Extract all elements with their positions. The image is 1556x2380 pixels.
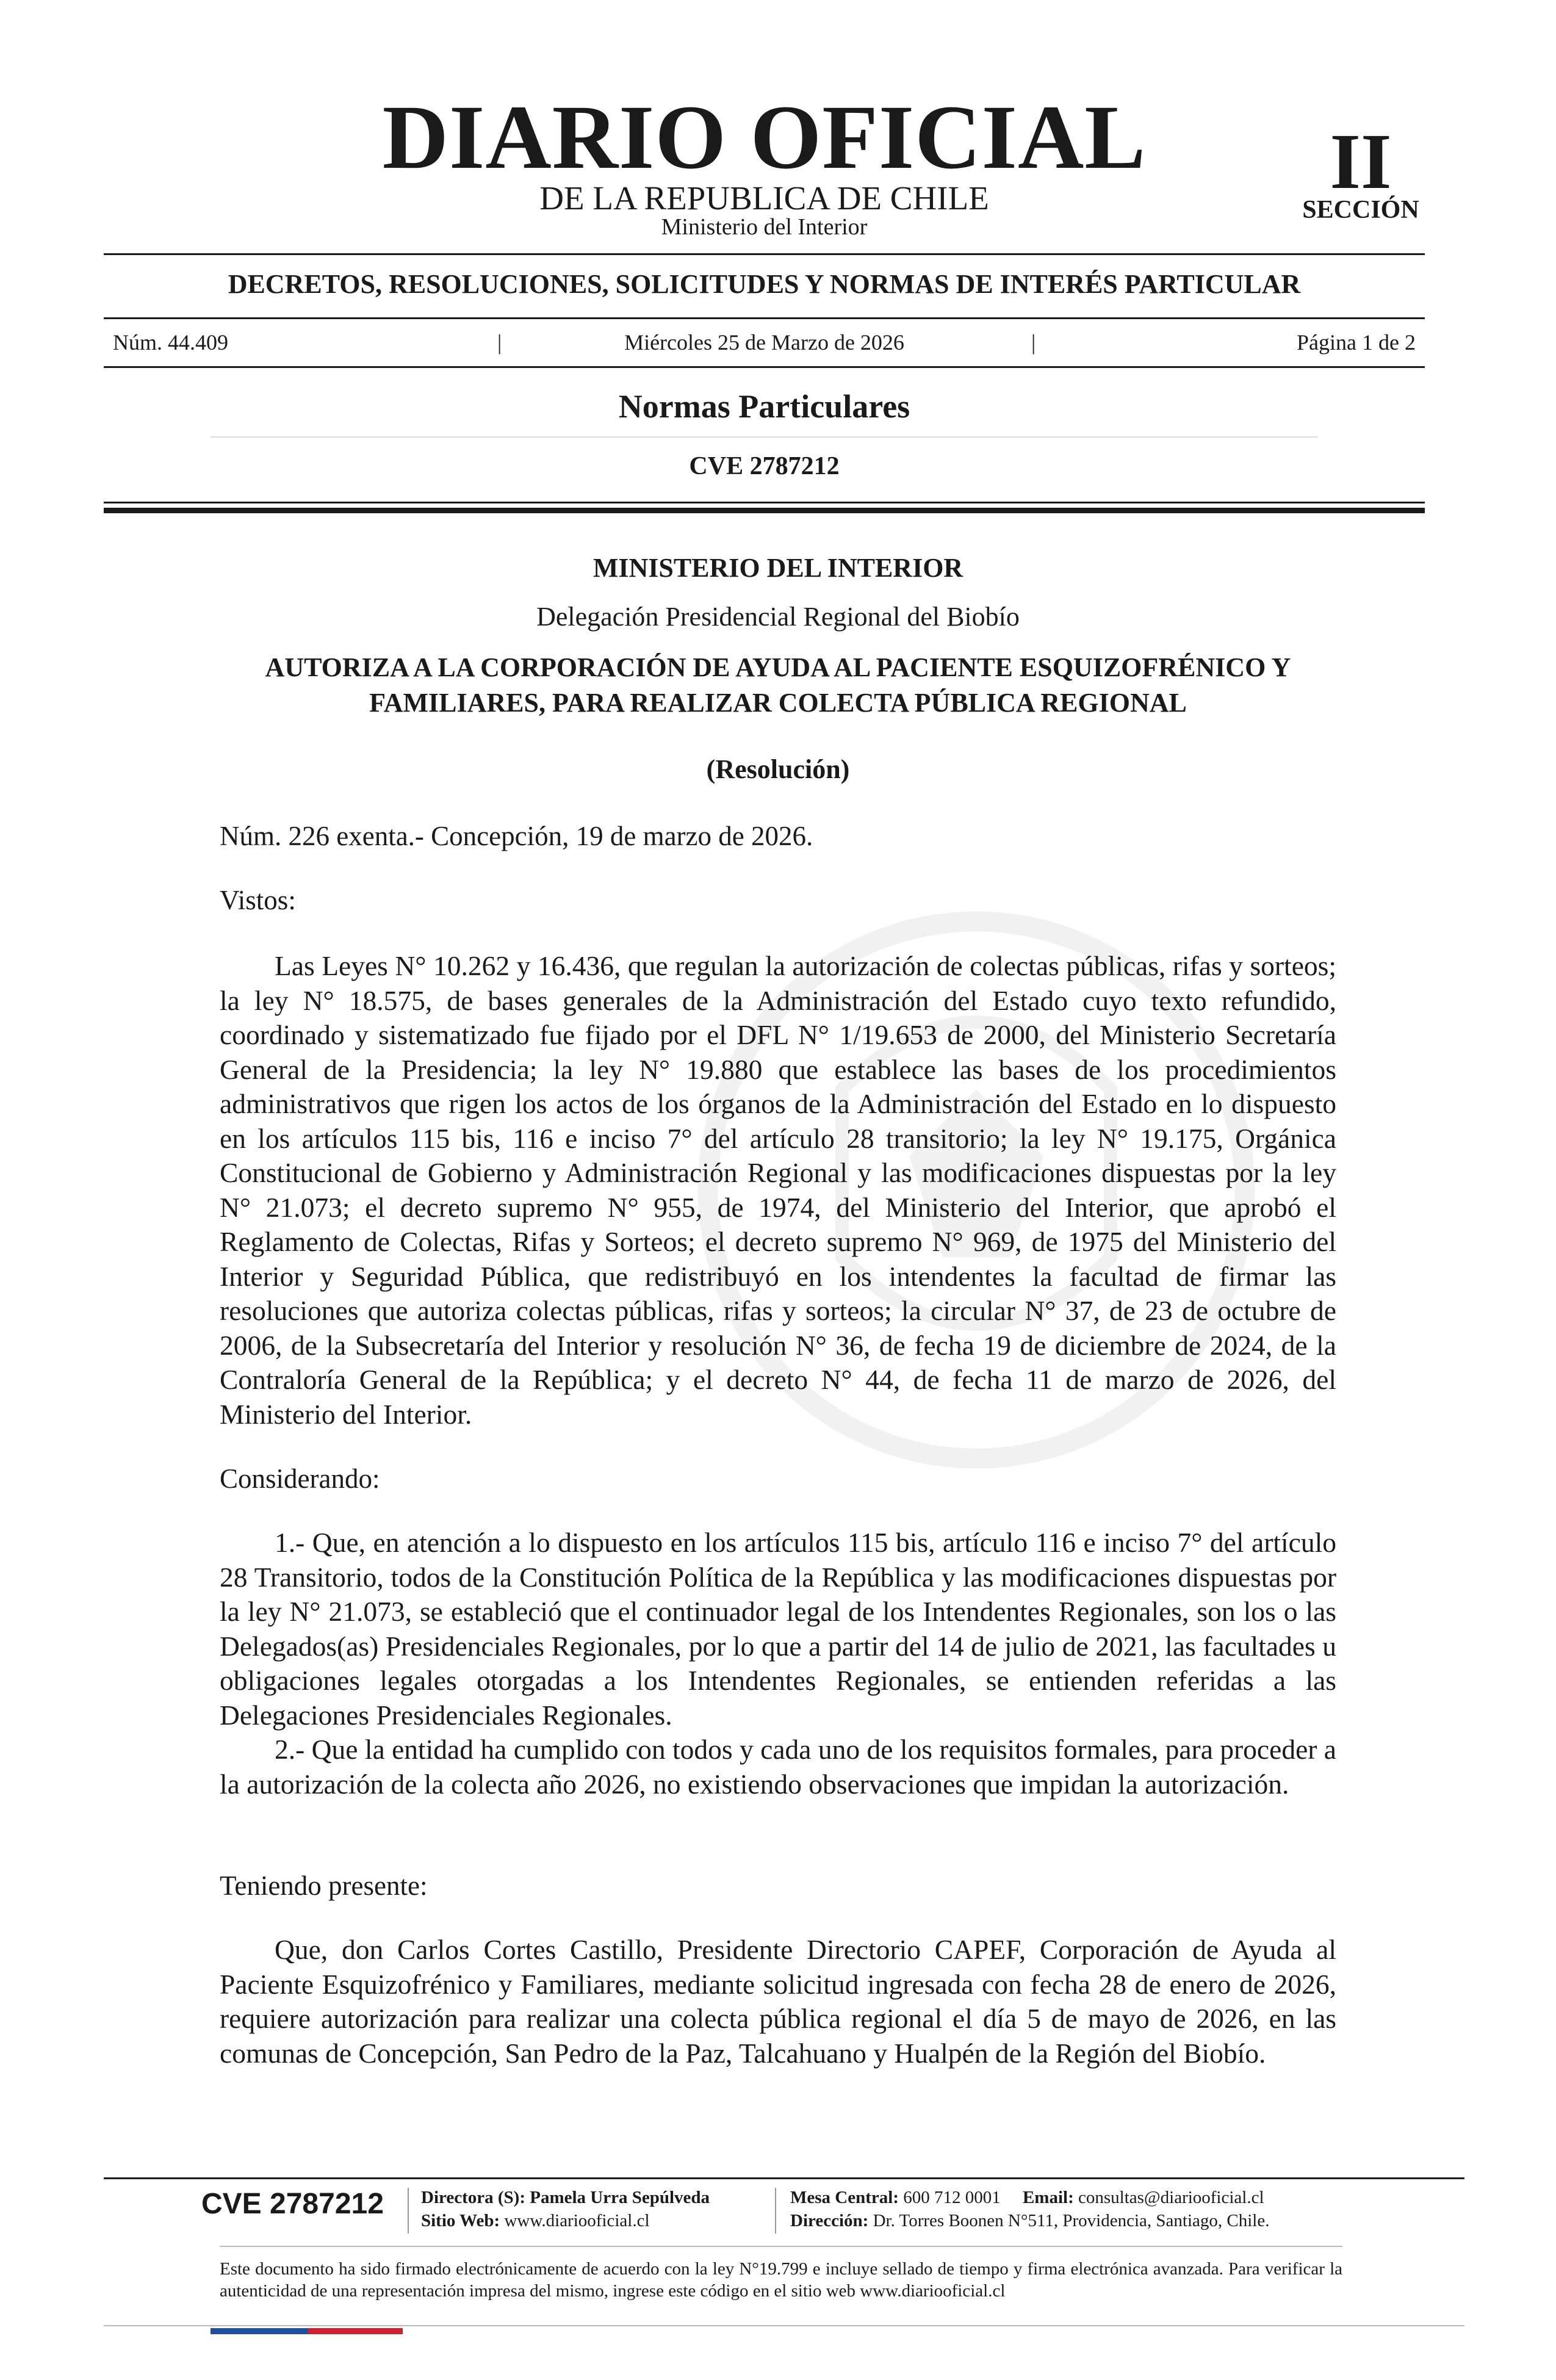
document-type: (Resolución) [706, 754, 850, 784]
director-label: Directora (S): [421, 2188, 525, 2207]
document-title-line-2: FAMILIARES, PARA REALIZAR COLECTA PÚBLICA REGIONAL [369, 688, 1187, 718]
cve-divider-thin [104, 502, 1425, 503]
page-indicator: Página 1 de 2 [1297, 330, 1416, 355]
category-heading: DECRETOS, RESOLUCIONES, SOLICITUDES Y NORMAS DE INTERÉS PARTICULAR [228, 269, 1301, 299]
considerando-paragraphs [220, 1526, 1336, 1801]
address-text: Dr. Torres Boonen N°511, Providencia, Santiago, Chile. [873, 2211, 1270, 2230]
considerando-item-1: 1.- Que, en atención a lo dispuesto en los artículos 115 bis, artículo 116 e inciso 7° del artículo 28 Transitorio, todos de la Constitución Política de la República y las modificaciones dispuestas por la ley N° 21.073, se estableció que el continuador legal de los Intendentes Regionales, son los o las Delegados(as) Presidenciales Regionales, por lo que a partir del 14 de julio de 2021, las facultades u obligaciones legales otorgadas a los Intendentes Regionales, se entienden referidas a las Delegaciones Presidenciales Regionales. [220, 1527, 1336, 1731]
issue-number: Núm. 44.409 [113, 330, 228, 355]
cve-divider-thick [104, 508, 1425, 513]
footer-divider-mid [220, 2246, 1342, 2247]
flag-stripe-blue [211, 2328, 308, 2334]
document-ministry: MINISTERIO DEL INTERIOR [593, 553, 963, 583]
masthead [104, 85, 1425, 244]
header-divider-mid [104, 317, 1425, 319]
address-label: Dirección: [790, 2211, 869, 2230]
footer-divider-top [104, 2177, 1464, 2179]
footer-divider-bottom [104, 2325, 1464, 2326]
teniendo-heading: Teniendo presente: [220, 1870, 428, 1901]
section-title: Normas Particulares [618, 388, 910, 425]
phone-label: Mesa Central: [790, 2188, 899, 2207]
considerando-heading: Considerando: [220, 1463, 380, 1494]
footer-vertical-divider [775, 2188, 776, 2234]
teniendo-text: Que, don Carlos Cortes Castillo, Presidente Directorio CAPEF, Corporación de Ayuda al Paciente Esquizofrénico y Familiares, mediante solicitud ingresada con fecha 28 de enero de 2026, requiere autorización para realizar una colecta pública regional el día 5 de mayo de 2026, en las comunas de Concepción, San Pedro de la Paz, Talcahuano y Hualpén de la Región del Biobío. [220, 1934, 1336, 2069]
teniendo-paragraph [220, 1933, 1336, 2071]
footer-vertical-divider [408, 2188, 409, 2234]
resolution-number: Núm. 226 exenta.- Concepción, 19 de marzo de 2026. [220, 821, 813, 851]
issue-date: Miércoles 25 de Marzo de 2026 [624, 330, 904, 355]
newspaper-subtitle: DE LA REPUBLICA DE CHILE [539, 179, 989, 217]
email-label: Email: [1022, 2188, 1074, 2207]
issue-info-bar [113, 330, 1416, 360]
newspaper-title: DIARIO OFICIAL [382, 87, 1147, 188]
header-divider-bottom [104, 366, 1425, 368]
cve-code: CVE 2787212 [689, 452, 840, 480]
vistos-text: Las Leyes N° 10.262 y 16.436, que regulan la autorización de colectas públicas, rifas y sorteos; la ley N° 18.575, de bases generales de la Administración del Estado cuyo texto refundido, coordinado y sistematizado fue fijado por el DFL N° 1/19.653 de 2000, del Ministerio Secretaría General de la Presidencia; la ley N° 19.880 que establece las bases de los procedimientos administrativos que rigen los actos de los órganos de la Administración del Estado en lo dispuesto en los artículos 115 bis, 116 e inciso 7° del artículo 28 transitorio; la ley N° 19.175, Orgánica Constitucional de Gobierno y Administración Regional y las modificaciones dispuestas por la ley N° 21.073; el decreto supremo N° 955, de 1974, del Ministerio del Interior, que aprobó el Reglamento de Colectas, Rifas y Sorteos; el decreto supremo N° 969, de 1975 del Ministerio del Interior y Seguridad Pública, que redistribuyó en los intendentes la facultad de firmar las resoluciones que autoriza colectas públicas, rifas y sorteos; la circular N° 37, de 23 de octubre de 2006, de la Subsecretaría del Interior y resolución N° 36, de fecha 19 de diciembre de 2024, de la Contraloría General de la República; y el decreto N° 44, de fecha 11 de marzo de 2026, del Ministerio del Interior. [220, 950, 1336, 1430]
section-title-underline [211, 436, 1318, 438]
footer-verification-note: Este documento ha sido firmado electrónicamente de acuerdo con la ley N°19.799 e incluye sellado de tiempo y firma electrónica avanzada. Para verificar la autenticidad de una representación impresa del mismo, ingrese este código en el sitio web www.diariooficial.cl [220, 2259, 1342, 2301]
director-name: Pamela Urra Sepúlveda [530, 2188, 710, 2207]
considerando-item-2: 2.- Que la entidad ha cumplido con todos y cada uno de los requisitos formales, para proceder a la autorización de la colecta año 2026, no existiendo observaciones que impidan la autorización. [220, 1734, 1336, 1800]
ministry-line: Ministerio del Interior [661, 214, 868, 240]
flag-stripe-red [308, 2328, 403, 2334]
vistos-paragraph [220, 949, 1336, 1432]
website-label: Sitio Web: [421, 2211, 500, 2230]
website-link[interactable]: www.diariooficial.cl [504, 2211, 650, 2230]
document-title-line-1: AUTORIZA A LA CORPORACIÓN DE AYUDA AL PACIENTE ESQUIZOFRÉNICO Y [265, 652, 1291, 682]
info-separator: | [1031, 330, 1036, 355]
document-delegation: Delegación Presidencial Regional del Biobío [536, 602, 1020, 632]
footer-director-column [421, 2186, 710, 2232]
section-number: II [1330, 118, 1392, 206]
phone-number: 600 712 0001 [903, 2188, 1001, 2207]
email-link[interactable]: consultas@diariooficial.cl [1078, 2188, 1264, 2207]
header-divider-top [104, 253, 1425, 255]
footer-cve-code: CVE 2787212 [201, 2188, 384, 2220]
section-label: SECCIÓN [1302, 196, 1419, 224]
vistos-heading: Vistos: [220, 885, 296, 915]
info-separator: | [497, 330, 502, 355]
footer-contact-column [790, 2186, 1269, 2232]
